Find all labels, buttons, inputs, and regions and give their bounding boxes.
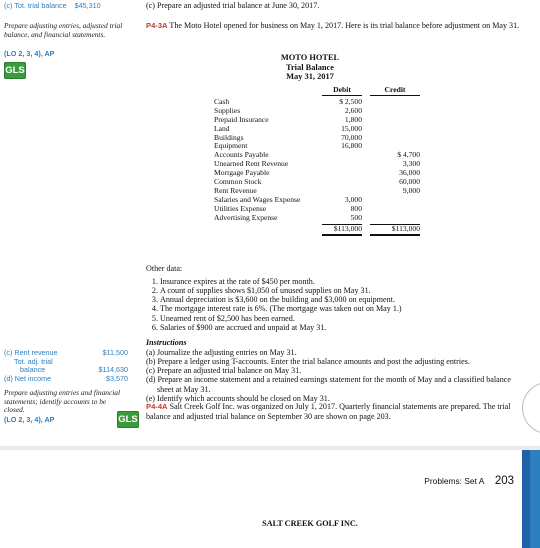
blue-edge-bar-light (530, 450, 540, 548)
tb-account: Equipment (214, 141, 248, 151)
side2-description: Prepare adjusting entries and financial statements; identify accounts to be closed. (4, 388, 121, 415)
trial-balance-table (214, 86, 420, 236)
other-data (146, 264, 526, 332)
gls-badge-icon-2: GLS (117, 411, 139, 428)
ans-rent-value: $11,500 (102, 348, 128, 357)
tb-credit: 60,000 (399, 177, 420, 187)
tb-credit: 36,000 (399, 168, 420, 178)
p4a-text-block (146, 402, 516, 421)
tb-debit: 800 (350, 203, 362, 213)
side2-lo: (LO 2, 3, 4), AP (4, 415, 55, 424)
tb-debit (322, 169, 362, 178)
tb-account: Common Stock (214, 177, 262, 187)
top-margin-label: (c) Tot. trial balance (4, 1, 67, 10)
tb-account: Supplies (214, 105, 241, 115)
p4a-text: Salt Creek Golf Inc. was organized on July 1, 2017. Quarterly financial statements are prepared. The trial balance and adjusted trial balance on September 30 are shown on page 203. (146, 402, 511, 421)
instruction-item: (c) Prepare an adjusted trial balance on May 31. (146, 366, 302, 376)
top-margin-answer (4, 2, 124, 11)
p3a-label: P4-3A (146, 21, 168, 30)
tb-credit (370, 196, 420, 205)
tb-account: Prepaid Insurance (214, 114, 269, 124)
footer-page-number: 203 (494, 475, 514, 487)
tb-row (214, 98, 420, 107)
tb-account: Salaries and Wages Expense (214, 194, 301, 204)
ans-ni-label: (d) Net income (4, 373, 52, 383)
tb-credit (370, 205, 420, 214)
tb-credit (370, 98, 420, 107)
p4a-label: P4-4A (146, 402, 168, 411)
tb-credit: 3,300 (402, 159, 420, 169)
tb-row (214, 214, 420, 223)
ans-balance-value: $114,630 (98, 365, 128, 375)
tb-account: Accounts Payable (214, 150, 269, 160)
tb-credit (370, 214, 420, 223)
gls-badge-icon: GLS (4, 62, 26, 79)
tb-debit-header: Debit (322, 86, 362, 96)
other-data-list (146, 277, 526, 333)
top-line: (c) Prepare an adjusted trial balance at June 30, 2017. (146, 1, 320, 10)
p3a-intro-text: The Moto Hotel opened for business on May 1, 2017. Here is its trial balance before adjustment on May 31. (169, 21, 520, 30)
next-title: SALT CREEK GOLF INC. (262, 519, 358, 528)
tb-credit (370, 125, 420, 134)
tb-account: Rent Revenue (214, 185, 257, 195)
tb-credit (370, 134, 420, 143)
instructions-list (146, 348, 526, 404)
tb-header-row (214, 86, 420, 96)
footer-section: Problems: Set A (424, 476, 485, 486)
footer-page (0, 450, 522, 548)
tb-debit: 3,000 (344, 194, 362, 204)
other-data-item: 4. The mortgage interest rate is 6%. (The mortgage was taken out on May 1.) (160, 304, 526, 313)
other-data-item: 6. Salaries of $900 are accrued and unpaid at May 31. (160, 323, 526, 332)
tb-debit: 500 (350, 212, 362, 222)
tb-credit: $ 4,700 (397, 150, 420, 160)
footer-running-head (380, 471, 514, 489)
instruction-item: (a) Journalize the adjusting entries on May 31. (146, 347, 297, 357)
tb-account: Cash (214, 96, 230, 106)
tb-rows (214, 98, 420, 223)
margin-answers (4, 349, 128, 383)
trial-balance-title (200, 53, 420, 82)
tb-debit: 70,000 (341, 132, 362, 142)
p3a-intro (146, 21, 526, 31)
tb-account: Advertising Expense (214, 212, 278, 222)
tb-credit: 9,000 (402, 185, 420, 195)
tb-row (214, 116, 420, 125)
other-data-item: 2. A count of supplies shows $1,050 of unused supplies on May 31. (160, 286, 526, 295)
tb-title-statement: Trial Balance (286, 62, 334, 72)
tb-account: Land (214, 123, 230, 133)
tb-account: Unearned Rent Revenue (214, 159, 289, 169)
instructions (146, 338, 526, 403)
ans-tot-label: Tot. adj. trial (14, 356, 53, 366)
ans-ni-value: $3,570 (106, 373, 128, 383)
tb-debit (322, 160, 362, 169)
tb-credit (370, 116, 420, 125)
tb-credit (370, 107, 420, 116)
other-data-item: 5. Unearned rent of $2,500 has been earned. (160, 314, 526, 323)
tb-total-debit: $113,000 (322, 224, 362, 236)
tb-title-company: MOTO HOTEL (280, 53, 340, 62)
tb-row (214, 125, 420, 134)
tb-account: Buildings (214, 132, 244, 142)
tb-debit (322, 151, 362, 160)
tb-total-row (214, 224, 420, 236)
other-data-item: 1. Insurance expires at the rate of $450 per month. (160, 277, 526, 286)
tb-account: Mortgage Payable (214, 168, 270, 178)
ans-rent-label: (c) Rent revenue (4, 348, 58, 357)
instruction-item: (e) Identify which accounts should be closed on May 31. (146, 394, 330, 404)
tb-debit: 16,800 (341, 141, 362, 151)
tb-total-credit: $113,000 (370, 224, 420, 236)
other-data-heading: Other data: (146, 264, 183, 273)
tb-account: Utilities Expense (214, 203, 267, 213)
instructions-heading: Instructions (146, 338, 187, 347)
top-margin-value: $45,310 (74, 1, 101, 10)
instruction-item: (d) Prepare an income statement and a retained earnings statement for the month of May and a classified balance sheet at May 31. (146, 375, 511, 394)
tb-debit: 2,600 (344, 105, 362, 115)
ans-balance-label: balance (20, 365, 46, 375)
side1-description: Prepare adjusting entries, adjusted trial balance, and financial statements. (4, 21, 123, 39)
tb-debit: 15,000 (341, 123, 362, 133)
tb-title-date: May 31, 2017 (286, 72, 334, 82)
instruction-item: (b) Prepare a ledger using T-accounts. Enter the trial balance amounts and post the adjusting entries. (146, 356, 470, 366)
tb-debit: 1,800 (344, 114, 362, 124)
tb-credit-header: Credit (370, 86, 420, 96)
other-data-item: 3. Annual depreciation is $3,600 on the building and $3,000 on equipment. (160, 295, 526, 304)
tb-debit: $ 2,500 (339, 96, 362, 106)
side1-lo: (LO 2, 3, 4), AP (4, 49, 55, 58)
tb-debit (322, 178, 362, 187)
